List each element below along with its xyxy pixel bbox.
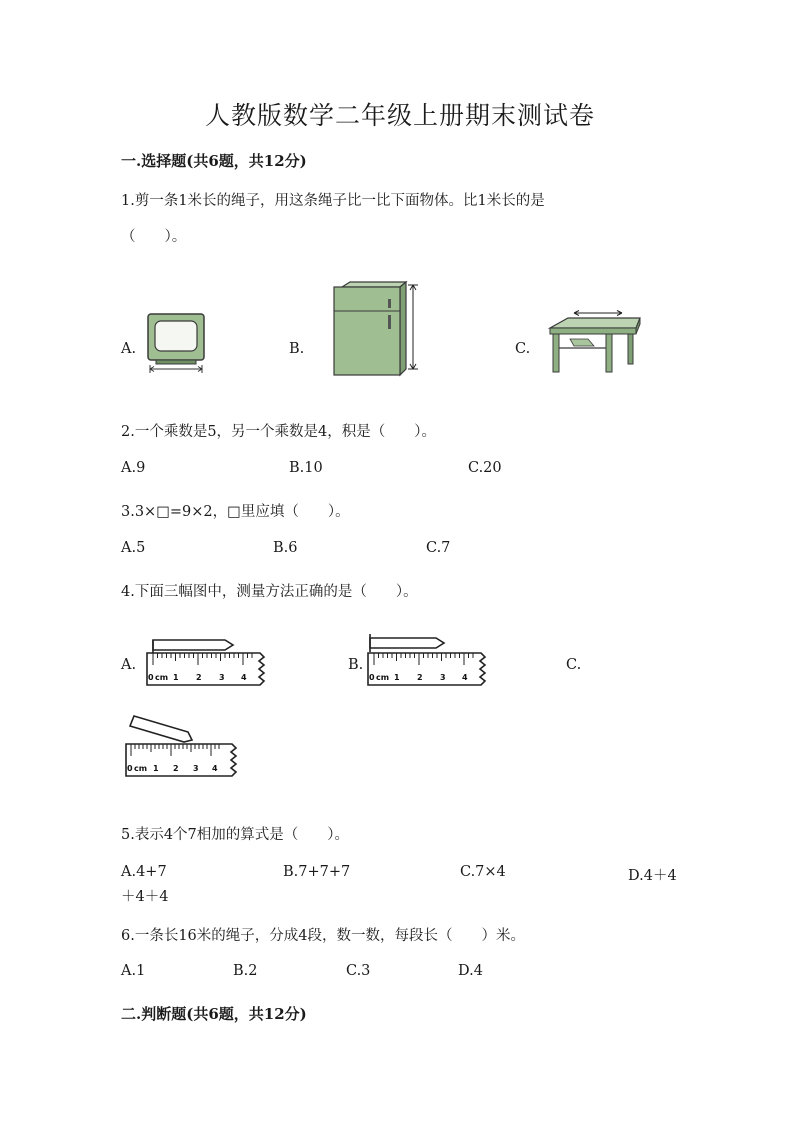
section-heading-choice: 一.选择题(共6题，共12分) (121, 152, 307, 170)
ruler-label-1: 1 (173, 673, 179, 682)
question-5-option-c[interactable]: C.7×4 (460, 864, 506, 880)
ruler-label-3: 3 (440, 673, 446, 682)
ruler-label-unit: cm (155, 673, 169, 682)
question-1-stem: 1.剪一条1米长的绳子，用这条绳子比一比下面物体。比1米长的是 (121, 193, 545, 209)
question-6-option-d[interactable]: D.4 (458, 963, 483, 979)
question-4-stem: 4.下面三幅图中，测量方法正确的是（ ）。 (121, 584, 418, 600)
ruler-label-4: 4 (462, 673, 468, 682)
question-1-stem-cont: （ ）。 (121, 229, 187, 245)
question-5-option-d[interactable]: D.4＋4 (628, 868, 677, 884)
television-picture (146, 312, 208, 374)
question-3-stem: 3.3×□=9×2，□里应填（ ）。 (121, 504, 350, 520)
question-4-option-b[interactable]: B. (348, 657, 364, 673)
question-2-option-a[interactable]: A.9 (121, 460, 146, 476)
ruler-label-0: 0 (148, 673, 154, 682)
page-title: 人教版数学二年级上册期末测试卷 (204, 101, 595, 130)
question-5-stem: 5.表示4个7相加的算式是（ ）。 (121, 827, 350, 843)
question-2-option-b[interactable]: B.10 (289, 460, 323, 476)
question-2-stem: 2.一个乘数是5，另一个乘数是4，积是（ ）。 (121, 424, 437, 440)
ruler-label-1: 1 (153, 764, 159, 773)
ruler-label-2: 2 (417, 673, 423, 682)
question-5-option-a[interactable]: A.4+7 (121, 864, 167, 880)
question-6-option-c[interactable]: C.3 (346, 963, 371, 979)
ruler-label-2: 2 (196, 673, 202, 682)
ruler-pencil-picture-b (366, 632, 496, 688)
question-6-option-b[interactable]: B.2 (233, 963, 258, 979)
ruler-label-3: 3 (219, 673, 225, 682)
ruler-label-4: 4 (241, 673, 247, 682)
question-3-option-b[interactable]: B.6 (273, 540, 298, 556)
ruler-label-3: 3 (193, 764, 199, 773)
question-3-option-c[interactable]: C.7 (426, 540, 451, 556)
question-5-option-b[interactable]: B.7+7+7 (283, 864, 351, 880)
ruler-label-0: 0 (127, 764, 133, 773)
ruler-pencil-picture-a (145, 636, 275, 688)
question-2-option-c[interactable]: C.20 (468, 460, 502, 476)
question-3-option-a[interactable]: A.5 (121, 540, 146, 556)
ruler-label-unit: cm (134, 764, 148, 773)
question-6-option-a[interactable]: A.1 (121, 963, 146, 979)
question-6-stem: 6.一条长16米的绳子，分成4段，数一数，每段长（ ）米。 (121, 928, 526, 944)
ruler-label-1: 1 (394, 673, 400, 682)
ruler-label-4: 4 (212, 764, 218, 773)
question-1-option-a[interactable]: A. (121, 341, 137, 357)
question-1-option-b[interactable]: B. (289, 341, 305, 357)
question-4-option-a[interactable]: A. (121, 657, 137, 673)
question-5-option-d-continued: ＋4＋4 (121, 889, 169, 905)
table-picture (548, 306, 642, 376)
ruler-pencil-picture-c (124, 714, 242, 778)
section-heading-judgement: 二.判断题(共6题，共12分) (121, 1005, 307, 1023)
question-4-option-c[interactable]: C. (566, 657, 582, 673)
ruler-label-unit: cm (376, 673, 390, 682)
ruler-label-0: 0 (369, 673, 375, 682)
question-1-option-c[interactable]: C. (515, 341, 531, 357)
refrigerator-picture (330, 281, 420, 379)
ruler-label-2: 2 (173, 764, 179, 773)
